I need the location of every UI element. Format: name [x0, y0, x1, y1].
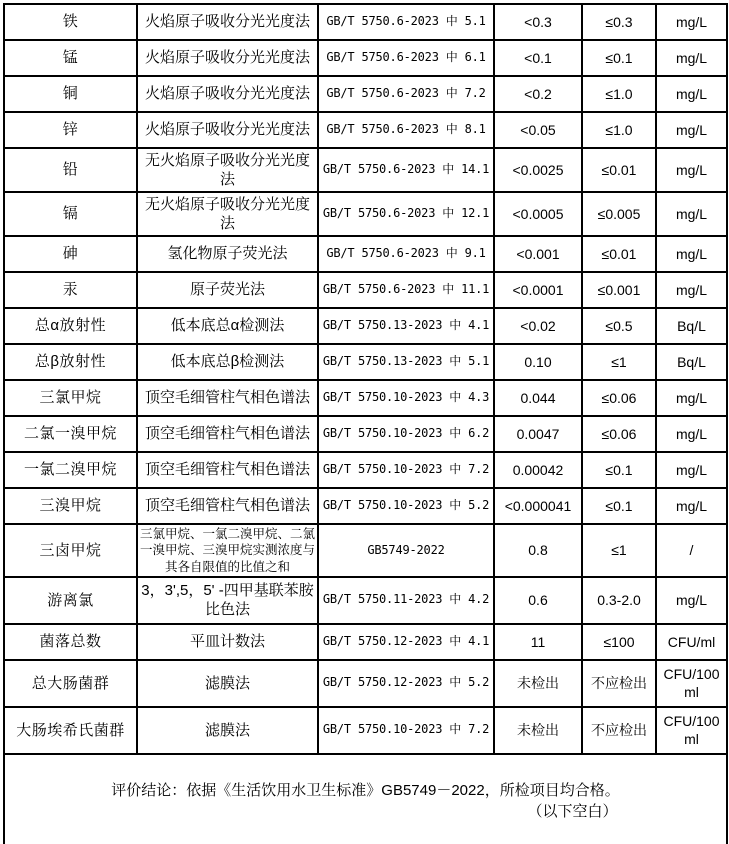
- table-row: [4, 76, 727, 112]
- table-row: [4, 272, 727, 308]
- standard-cell: GB/T 5750.11-2023 中 4.2: [318, 577, 494, 624]
- result-cell: 0.00042: [494, 452, 582, 488]
- method-cell: 低本底总α检测法: [137, 308, 318, 344]
- unit-cell: CFU/100 ml: [656, 707, 727, 754]
- method-cell: 原子荧光法: [137, 272, 318, 308]
- limit-cell: 不应检出: [582, 707, 656, 754]
- test-item-cell: 一氯二溴甲烷: [4, 452, 137, 488]
- result-cell: 未检出: [494, 707, 582, 754]
- result-cell: 0.8: [494, 524, 582, 577]
- evaluation-conclusion: 评价结论：依据《生活饮用水卫生标准》GB5749－2022，所检项目均合格。: [111, 781, 620, 799]
- standard-cell: GB/T 5750.6-2023 中 5.1: [318, 4, 494, 40]
- method-cell: 三氯甲烷、一氯二溴甲烷、二氯一溴甲烷、三溴甲烷实测浓度与其各自限值的比值之和: [137, 524, 318, 577]
- result-cell: <0.1: [494, 40, 582, 76]
- result-cell: <0.001: [494, 236, 582, 272]
- method-cell: 氢化物原子荧光法: [137, 236, 318, 272]
- blank-below-note: （以下空白）: [527, 802, 618, 820]
- unit-cell: mg/L: [656, 148, 727, 192]
- test-item-cell: 三溴甲烷: [4, 488, 137, 524]
- test-item-cell: 游离氯: [4, 577, 137, 624]
- result-cell: 0.044: [494, 380, 582, 416]
- result-cell: <0.02: [494, 308, 582, 344]
- test-item-cell: 镉: [4, 192, 137, 236]
- test-item-cell: 大肠埃希氏菌群: [4, 707, 137, 754]
- unit-cell: mg/L: [656, 577, 727, 624]
- limit-cell: 0.3-2.0: [582, 577, 656, 624]
- table-row: [4, 40, 727, 76]
- result-cell: <0.0001: [494, 272, 582, 308]
- standard-cell: GB/T 5750.10-2023 中 7.2: [318, 707, 494, 754]
- test-item-cell: 砷: [4, 236, 137, 272]
- result-cell: <0.000041: [494, 488, 582, 524]
- test-item-cell: 二氯一溴甲烷: [4, 416, 137, 452]
- limit-cell: ≤0.3: [582, 4, 656, 40]
- unit-cell: CFU/100 ml: [656, 660, 727, 707]
- limit-cell: ≤0.01: [582, 148, 656, 192]
- standard-cell: GB/T 5750.12-2023 中 5.2: [318, 660, 494, 707]
- table-row: [4, 577, 727, 624]
- table-row: [4, 660, 727, 707]
- limit-cell: ≤0.1: [582, 452, 656, 488]
- result-cell: 0.6: [494, 577, 582, 624]
- table-row: [4, 488, 727, 524]
- test-item-cell: 总α放射性: [4, 308, 137, 344]
- result-cell: <0.05: [494, 112, 582, 148]
- evaluation-footer-cell: [4, 754, 727, 844]
- limit-cell: ≤0.1: [582, 40, 656, 76]
- standard-cell: GB/T 5750.6-2023 中 11.1: [318, 272, 494, 308]
- limit-cell: ≤1.0: [582, 112, 656, 148]
- standard-cell: GB/T 5750.6-2023 中 9.1: [318, 236, 494, 272]
- unit-cell: mg/L: [656, 76, 727, 112]
- method-cell: 无火焰原子吸收分光光度法: [137, 148, 318, 192]
- limit-cell: ≤0.001: [582, 272, 656, 308]
- test-item-cell: 三卤甲烷: [4, 524, 137, 577]
- standard-cell: GB5749-2022: [318, 524, 494, 577]
- table-row: [4, 344, 727, 380]
- result-cell: <0.3: [494, 4, 582, 40]
- limit-cell: ≤0.01: [582, 236, 656, 272]
- result-cell: 未检出: [494, 660, 582, 707]
- test-item-cell: 菌落总数: [4, 624, 137, 660]
- unit-cell: Bq/L: [656, 344, 727, 380]
- limit-cell: ≤0.5: [582, 308, 656, 344]
- table-row: [4, 707, 727, 754]
- table-row: [4, 380, 727, 416]
- unit-cell: mg/L: [656, 4, 727, 40]
- standard-cell: GB/T 5750.10-2023 中 4.3: [318, 380, 494, 416]
- unit-cell: mg/L: [656, 236, 727, 272]
- method-cell: 无火焰原子吸收分光光度法: [137, 192, 318, 236]
- method-cell: 火焰原子吸收分光光度法: [137, 76, 318, 112]
- test-item-cell: 总β放射性: [4, 344, 137, 380]
- method-cell: 滤膜法: [137, 707, 318, 754]
- limit-cell: ≤1.0: [582, 76, 656, 112]
- unit-cell: mg/L: [656, 192, 727, 236]
- unit-cell: CFU/ml: [656, 624, 727, 660]
- test-item-cell: 铅: [4, 148, 137, 192]
- test-item-cell: 铜: [4, 76, 137, 112]
- test-item-cell: 三氯甲烷: [4, 380, 137, 416]
- table-row: [4, 524, 727, 577]
- results-table-body: [4, 4, 727, 844]
- method-cell: 顶空毛细管柱气相色谱法: [137, 452, 318, 488]
- result-cell: 11: [494, 624, 582, 660]
- water-quality-results-table: [3, 3, 728, 844]
- method-cell: 顶空毛细管柱气相色谱法: [137, 488, 318, 524]
- standard-cell: GB/T 5750.12-2023 中 4.1: [318, 624, 494, 660]
- unit-cell: mg/L: [656, 452, 727, 488]
- unit-cell: Bq/L: [656, 308, 727, 344]
- result-cell: 0.0047: [494, 416, 582, 452]
- table-row: [4, 236, 727, 272]
- result-cell: <0.0005: [494, 192, 582, 236]
- limit-cell: 不应检出: [582, 660, 656, 707]
- method-cell: 顶空毛细管柱气相色谱法: [137, 380, 318, 416]
- method-cell: 顶空毛细管柱气相色谱法: [137, 416, 318, 452]
- method-cell: 3，3',5，5' -四甲基联苯胺比色法: [137, 577, 318, 624]
- unit-cell: mg/L: [656, 40, 727, 76]
- limit-cell: ≤100: [582, 624, 656, 660]
- standard-cell: GB/T 5750.6-2023 中 12.1: [318, 192, 494, 236]
- unit-cell: /: [656, 524, 727, 577]
- standard-cell: GB/T 5750.6-2023 中 8.1: [318, 112, 494, 148]
- limit-cell: ≤0.06: [582, 416, 656, 452]
- limit-cell: ≤0.06: [582, 380, 656, 416]
- footer-row: [4, 754, 727, 844]
- table-row: [4, 416, 727, 452]
- result-cell: <0.0025: [494, 148, 582, 192]
- test-item-cell: 铁: [4, 4, 137, 40]
- unit-cell: mg/L: [656, 112, 727, 148]
- standard-cell: GB/T 5750.6-2023 中 6.1: [318, 40, 494, 76]
- result-cell: <0.2: [494, 76, 582, 112]
- method-cell: 滤膜法: [137, 660, 318, 707]
- table-row: [4, 308, 727, 344]
- standard-cell: GB/T 5750.6-2023 中 14.1: [318, 148, 494, 192]
- table-row: [4, 112, 727, 148]
- test-item-cell: 总大肠菌群: [4, 660, 137, 707]
- standard-cell: GB/T 5750.10-2023 中 5.2: [318, 488, 494, 524]
- standard-cell: GB/T 5750.6-2023 中 7.2: [318, 76, 494, 112]
- standard-cell: GB/T 5750.10-2023 中 7.2: [318, 452, 494, 488]
- test-item-cell: 锌: [4, 112, 137, 148]
- standard-cell: GB/T 5750.13-2023 中 4.1: [318, 308, 494, 344]
- result-cell: 0.10: [494, 344, 582, 380]
- limit-cell: ≤1: [582, 344, 656, 380]
- limit-cell: ≤0.005: [582, 192, 656, 236]
- limit-cell: ≤1: [582, 524, 656, 577]
- method-cell: 火焰原子吸收分光光度法: [137, 40, 318, 76]
- test-item-cell: 锰: [4, 40, 137, 76]
- table-row: [4, 4, 727, 40]
- table-row: [4, 148, 727, 192]
- unit-cell: mg/L: [656, 272, 727, 308]
- method-cell: 火焰原子吸收分光光度法: [137, 112, 318, 148]
- unit-cell: mg/L: [656, 488, 727, 524]
- standard-cell: GB/T 5750.10-2023 中 6.2: [318, 416, 494, 452]
- unit-cell: mg/L: [656, 416, 727, 452]
- unit-cell: mg/L: [656, 380, 727, 416]
- limit-cell: ≤0.1: [582, 488, 656, 524]
- method-cell: 平皿计数法: [137, 624, 318, 660]
- method-cell: 火焰原子吸收分光光度法: [137, 4, 318, 40]
- test-item-cell: 汞: [4, 272, 137, 308]
- method-cell: 低本底总β检测法: [137, 344, 318, 380]
- table-row: [4, 192, 727, 236]
- table-row: [4, 452, 727, 488]
- table-row: [4, 624, 727, 660]
- standard-cell: GB/T 5750.13-2023 中 5.1: [318, 344, 494, 380]
